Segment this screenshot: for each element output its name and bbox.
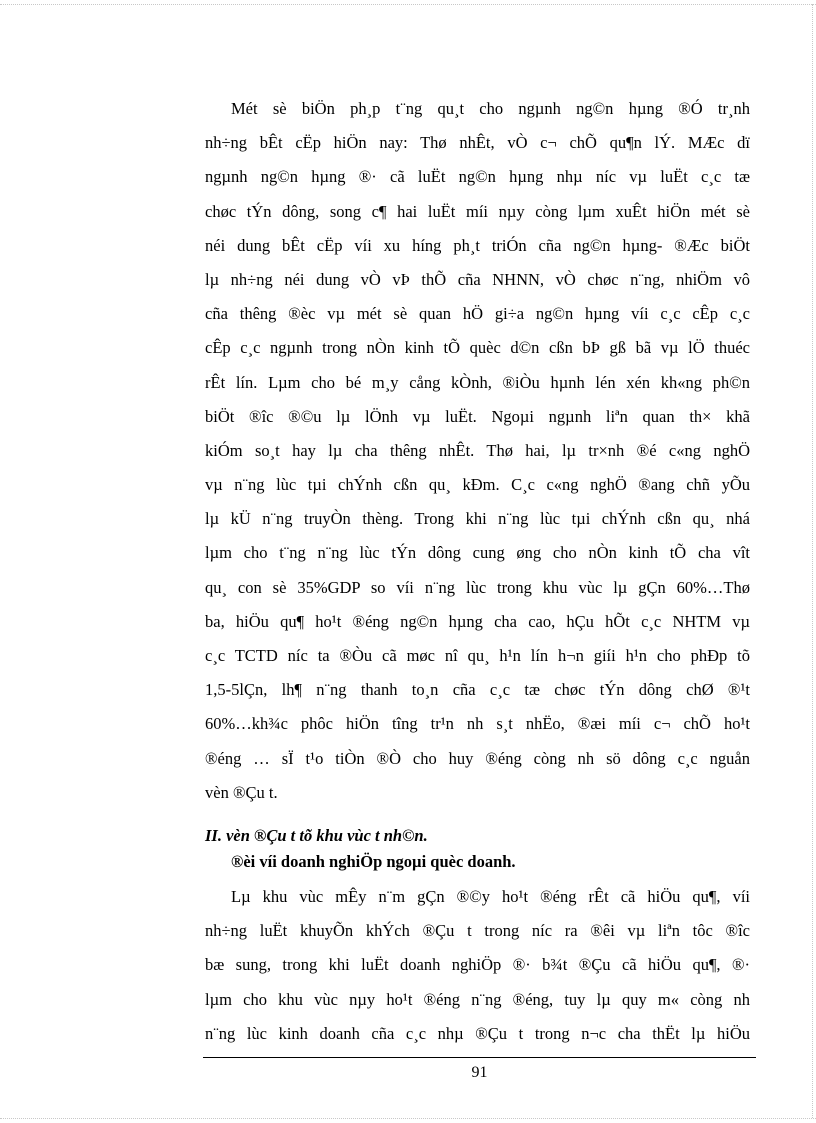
paragraph-line: lµm cho t¨ng n¨ng lùc tÝn dông cung øng cho nÒn kinh tÕ cha vît (205, 543, 750, 563)
paragraph-line: nh÷ng bÊt cËp hiÖn nay: Thø nhÊt, vÒ c¬ chÕ qu¶n lÝ. MÆc dï (205, 133, 750, 153)
paragraph-line: ngµnh ng©n hµng ®· cã luËt ng©n hµng nhµ níc vµ luËt c¸c tæ (205, 167, 750, 187)
section-heading: II. vèn ®Çu t tõ khu vùc t nh©n. (205, 825, 428, 845)
paragraph-line: kiÓm so¸t hay lµ cha thêng nhÊt. Thø hai, lµ tr×nh ®é c«ng nghÖ (205, 440, 750, 460)
paragraph-line: 60%…kh¾c phôc hiÖn tîng tr¹n nh s¸t nhËo, ®æi míi c¬ chÕ ho¹t (205, 714, 750, 734)
page-border-right (812, 4, 813, 1118)
paragraph-line: lµm cho khu vùc nµy ho¹t ®éng n¨ng ®éng, tuy lµ quy m« còng nh (205, 989, 750, 1009)
paragraph-line: nh÷ng luËt khuyÕn khÝch ®Çu t trong níc ra ®êi vµ liªn tôc ®îc (205, 921, 750, 941)
section-subheading: ®èi víi doanh nghiÖp ngoµi quèc doanh. (231, 851, 516, 871)
paragraph-line: cña thêng ®èc vµ mét sè quan hÖ gi÷a ng©n hµng víi c¸c cÊp c¸c (205, 304, 750, 324)
paragraph-line: lµ nh÷ng néi dung vÒ vÞ thÕ cña NHNN, vÒ chøc n¨ng, nhiÖm vô (205, 269, 750, 289)
paragraph-line: lµ kÜ n¨ng truyÒn thèng. Trong khi n¨ng lùc tµi chÝnh cßn qu¸ nhá (205, 509, 750, 529)
paragraph-1 (205, 92, 750, 810)
paragraph-line: néi dung bÊt cËp víi xu híng ph¸t triÓn cña ng©n hµng- ®Æc biÖt (205, 235, 750, 255)
paragraph-line: chøc tÝn dông, song c¶ hai luËt míi nµy còng lµm xuÊt hiÖn mét sè (205, 201, 750, 221)
paragraph-line: qu¸ con sè 35%GDP so víi n¨ng lùc trong khu vùc lµ gÇn 60%…Thø (205, 577, 750, 597)
paragraph-line: rÊt lín. Lµm cho bé m¸y cång kÒnh, ®iÒu hµnh lén xén kh«ng ph©n (205, 372, 750, 392)
paragraph-line: 1,5-5lÇn, lh¶ n¨ng thanh to¸n cña c¸c tæ chøc tÝn dông chØ ®¹t (205, 680, 750, 700)
paragraph-line: cÊp c¸c ngµnh trong nÒn kinh tÕ quèc d©n cßn bÞ gß bã vµ lÖ thuéc (205, 338, 750, 358)
paragraph-line: vèn ®Çu t. (205, 782, 278, 802)
paragraph-line: Mét sè biÖn ph¸p t¨ng qu¸t cho ngµnh ng©n hµng ®Ó tr¸nh (231, 99, 750, 118)
paragraph-line: ®éng … sÏ t¹o tiÒn ®Ò cho huy ®éng còng nh sö dông c¸c nguån (205, 748, 750, 768)
body-text (205, 92, 750, 1051)
paragraph-line: n¨ng lùc kinh doanh cña c¸c nhµ ®Çu t trong n¬c cha thËt lµ hiÖu (205, 1023, 750, 1043)
paragraph-line: c¸c TCTD níc ta ®Òu cã møc nî qu¸ h¹n lín h¬n giíi h¹n cho phÐp tõ (205, 646, 750, 665)
paragraph-line: bæ sung, trong khi luËt doanh nghiÖp ®· b¾t ®Çu cã hiÖu qu¶, ®· (205, 955, 750, 975)
paragraph-line: ba, hiÖu qu¶ ho¹t ®éng ng©n hµng cha cao, hÇu hÕt c¸c NHTM vµ (205, 611, 750, 631)
page-number: 91 (471, 1064, 488, 1081)
paragraph-2 (205, 880, 750, 1051)
paragraph-line: Lµ khu vùc mÊy n¨m gÇn ®©y ho¹t ®éng rÊt cã hiÖu qu¶, víi (231, 886, 750, 906)
paragraph-line: biÖt ®îc ®©u lµ lÖnh vµ luËt. Ngoµi ngµnh liªn quan th× khã (205, 406, 750, 426)
paragraph-line: vµ n¨ng lùc tµi chÝnh cßn qu¸ kÐm. C¸c c«ng nghÖ ®ang chñ yÕu (205, 475, 750, 495)
page-border-bottom (0, 1118, 816, 1119)
page-border-top (0, 4, 816, 5)
footer-rule (203, 1057, 756, 1058)
